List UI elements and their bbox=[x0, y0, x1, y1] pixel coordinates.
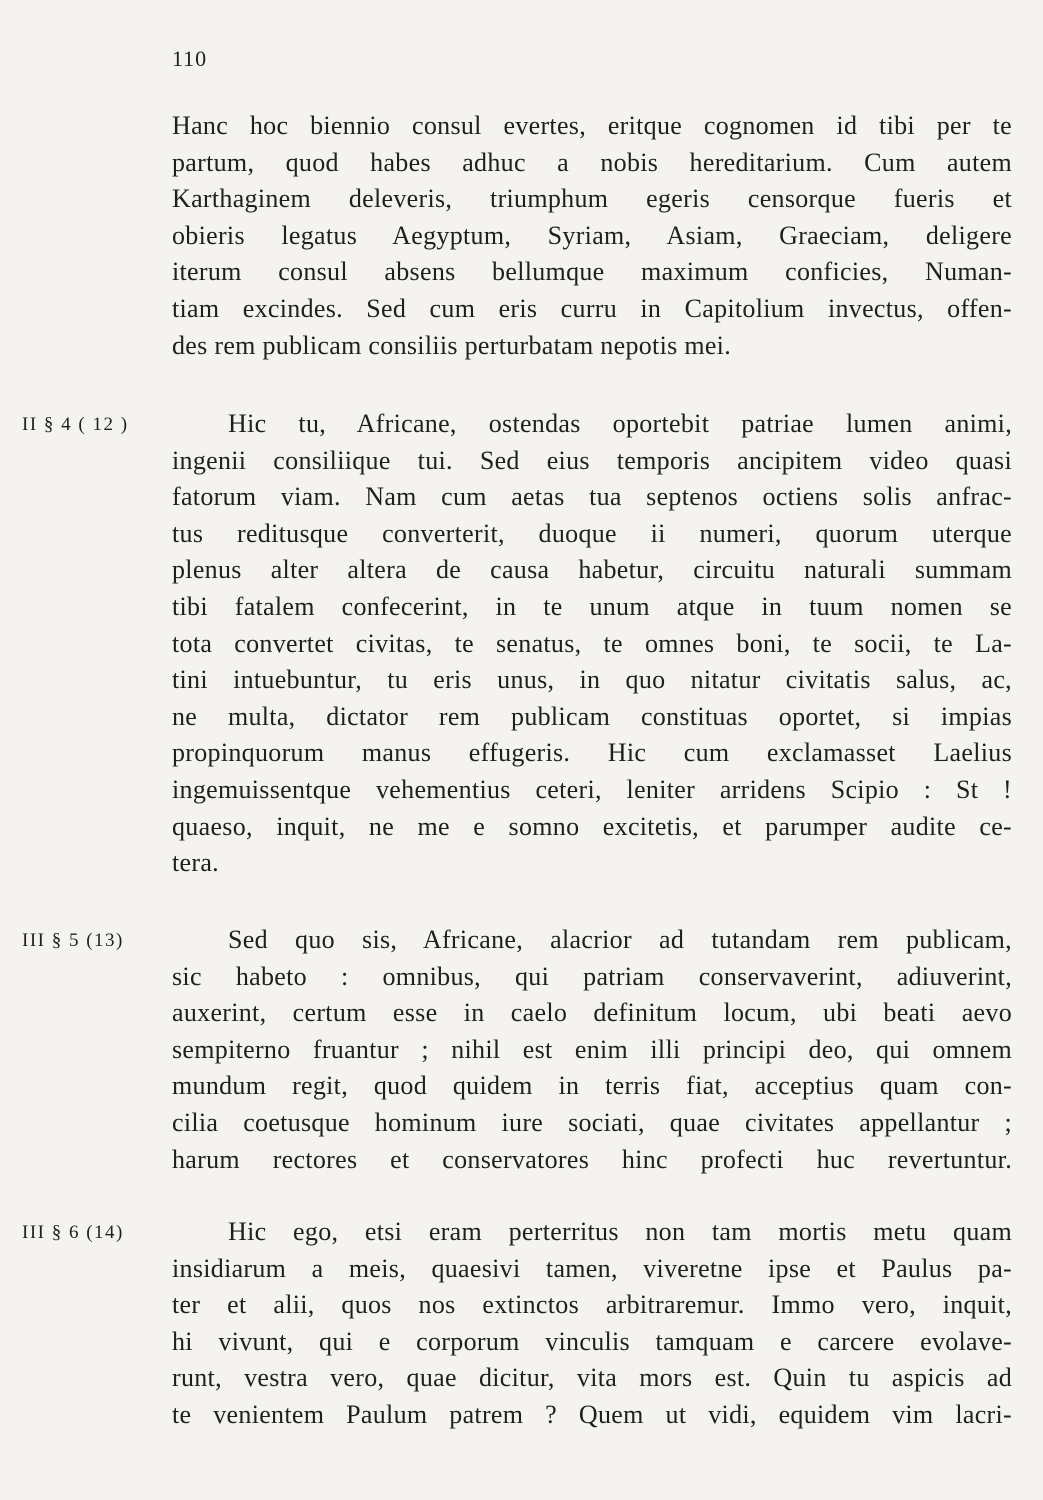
text-line: fatorum viam. Nam cum aetas tua septenos octiens solis anfrac- bbox=[172, 482, 1012, 512]
text-line: plenus alter altera de causa habetur, circuitu naturali summam bbox=[172, 555, 1012, 585]
paragraph-4 bbox=[172, 1214, 1012, 1434]
text-line: tera. bbox=[172, 848, 219, 878]
text-line: quaeso, inquit, ne me e somno excitetis, et parumper audite ce- bbox=[172, 811, 1012, 841]
paragraph-2 bbox=[172, 406, 1012, 882]
text-line: auxerint, certum esse in caelo definitum locum, ubi beati aevo bbox=[172, 998, 1012, 1028]
text-line: hi vivunt, qui e corporum vinculis tamquam e carcere evolave- bbox=[172, 1326, 1012, 1356]
text-line: iterum consul absens bellumque maximum conficies, Numan- bbox=[172, 257, 1012, 287]
text-line: ingemuissentque vehementius ceteri, leniter arridens Scipio : St ! bbox=[172, 774, 1012, 804]
text-line: obieris legatus Aegyptum, Syriam, Asiam, Graeciam, deligere bbox=[172, 220, 1012, 250]
text-line: tini intuebuntur, tu eris unus, in quo nitatur civitatis salus, ac, bbox=[172, 665, 1012, 695]
text-line: sempiterno fruantur ; nihil est enim illi principi deo, qui omnem bbox=[172, 1034, 1012, 1064]
text-line: harum rectores et conservatores hinc profecti huc revertuntur. bbox=[172, 1144, 1012, 1174]
page-number: 110 bbox=[172, 46, 208, 71]
margin-reference: II § 4 ( 12 ) bbox=[22, 414, 129, 435]
text-line: cilia coetusque hominum iure sociati, quae civitates appellantur ; bbox=[172, 1107, 1012, 1137]
margin-reference: III § 6 (14) bbox=[22, 1222, 124, 1243]
text-line: Karthaginem deleveris, triumphum egeris censorque fueris et bbox=[172, 184, 1012, 214]
paragraph-3 bbox=[172, 922, 1012, 1178]
text-line: te venientem Paulum patrem ? Quem ut vidi, equidem vim lacri- bbox=[172, 1399, 1012, 1429]
text-line: insidiarum a meis, quaesivi tamen, viveretne ipse et Paulus pa- bbox=[172, 1253, 1012, 1283]
text-line: tiam excindes. Sed cum eris curru in Capitolium invectus, offen- bbox=[172, 293, 1012, 323]
text-line: tota convertet civitas, te senatus, te omnes boni, te socii, te La- bbox=[172, 628, 1012, 658]
text-line: ter et alii, quos nos extinctos arbitraremur. Immo vero, inquit, bbox=[172, 1290, 1012, 1320]
text-line: Hanc hoc biennio consul evertes, eritque cognomen id tibi per te bbox=[172, 111, 1012, 140]
text-line: Sed quo sis, Africane, alacrior ad tutandam rem publicam, bbox=[228, 925, 1012, 954]
text-line: des rem publicam consiliis perturbatam nepotis mei. bbox=[172, 330, 732, 360]
text-line: runt, vestra vero, quae dicitur, vita mors est. Quin tu aspicis ad bbox=[172, 1363, 1012, 1393]
text-line: tibi fatalem confecerint, in te unum atque in tuum nomen se bbox=[172, 591, 1012, 621]
text-line: Hic ego, etsi eram perterritus non tam mortis metu quam bbox=[228, 1217, 1012, 1246]
text-line: ne multa, dictator rem publicam constituas oportet, si impias bbox=[172, 701, 1012, 731]
text-line: mundum regit, quod quidem in terris fiat, acceptius quam con- bbox=[172, 1071, 1012, 1101]
text-line: tus reditusque converterit, duoque ii numeri, quorum uterque bbox=[172, 518, 1012, 548]
text-line: partum, quod habes adhuc a nobis hereditarium. Cum autem bbox=[172, 147, 1012, 177]
text-line: ingenii consiliique tui. Sed eius temporis ancipitem video quasi bbox=[172, 445, 1012, 475]
text-line: Hic tu, Africane, ostendas oportebit patriae lumen animi, bbox=[228, 409, 1012, 438]
text-line: propinquorum manus effugeris. Hic cum exclamasset Laelius bbox=[172, 738, 1012, 768]
text-line: sic habeto : omnibus, qui patriam conservaverint, adiuverint, bbox=[172, 961, 1012, 991]
paragraph-1 bbox=[172, 108, 1012, 364]
margin-reference: III § 5 (13) bbox=[22, 930, 124, 951]
